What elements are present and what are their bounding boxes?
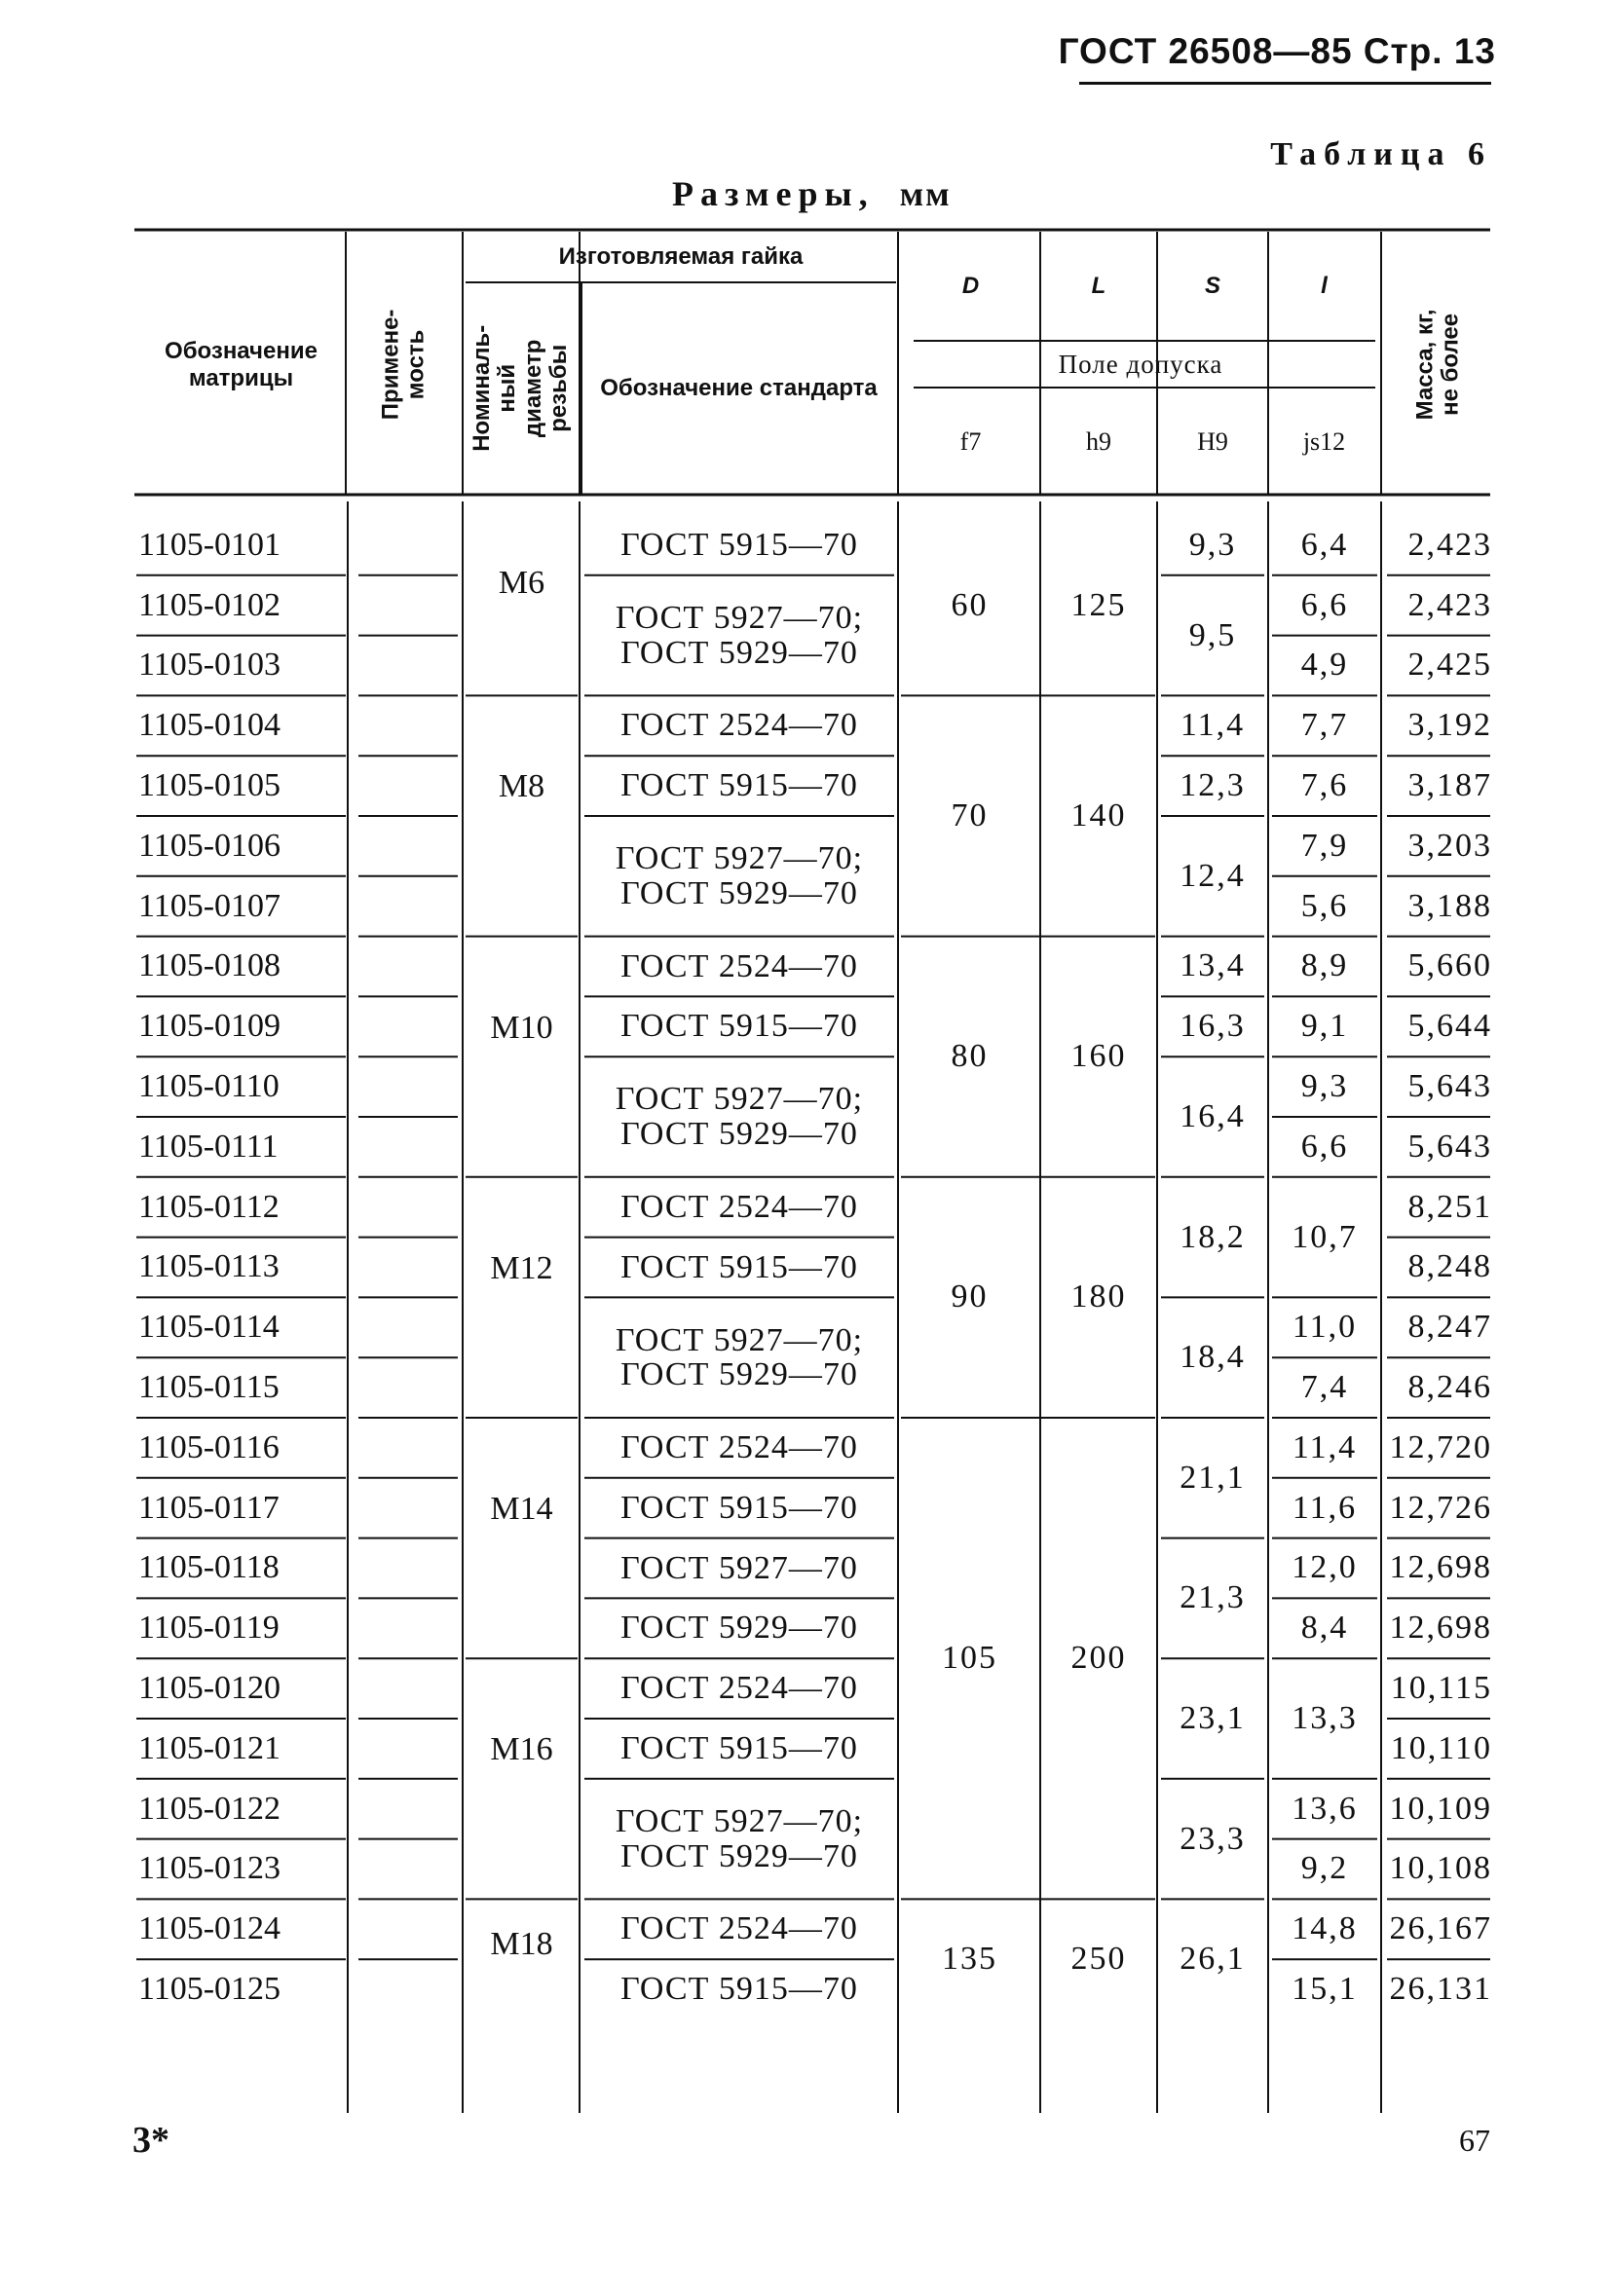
header-tol-S: H9 [1197, 426, 1228, 456]
standard-designation [584, 1719, 894, 1779]
dimension-L: 180 [1070, 1278, 1127, 1315]
standard-line: ГОСТ 5927—70; [615, 599, 864, 636]
dimension-D: 135 [942, 1941, 997, 1978]
dimension-l: 9,1 [1300, 1008, 1349, 1045]
standard-line: ГОСТ 5915—70 [620, 1248, 858, 1285]
standard-line: ГОСТ 5927—70; [615, 1321, 864, 1358]
mass-value: 3,203 [1407, 827, 1492, 864]
mass-value: 8,248 [1407, 1248, 1492, 1285]
mass-value: 12,720 [1389, 1428, 1492, 1465]
mass-value: 12,698 [1389, 1549, 1492, 1586]
footer-page-number: 67 [1459, 2123, 1490, 2158]
header-nominal-diameter [466, 282, 578, 494]
header-designation-matrix: Обозначение матрицы [165, 337, 318, 391]
standard-designation [584, 1538, 894, 1599]
matrix-designation: 1105-0124 [138, 1910, 281, 1947]
dimension-S: 12,3 [1180, 767, 1246, 804]
thread-diameter: М18 [490, 1926, 553, 1963]
standard-designation [584, 937, 894, 997]
header-L: L [1091, 273, 1106, 300]
dimension-l: 14,8 [1292, 1910, 1358, 1947]
standard-line: ГОСТ 2524—70 [620, 1429, 858, 1466]
standard-line: ГОСТ 5915—70 [620, 1008, 858, 1045]
matrix-designation: 1105-0121 [138, 1729, 281, 1766]
matrix-designation: 1105-0109 [138, 1008, 281, 1045]
dimension-D: 80 [951, 1038, 989, 1075]
dimension-L: 140 [1070, 796, 1127, 833]
matrix-designation: 1105-0116 [138, 1428, 280, 1465]
dimension-l: 7,6 [1300, 767, 1349, 804]
dimension-S: 26,1 [1180, 1941, 1246, 1978]
thread-diameter: М16 [490, 1731, 553, 1768]
header-manufactured-nut: Изготовляемая гайка [558, 243, 804, 271]
mass-value: 8,247 [1407, 1309, 1492, 1346]
dimension-l: 9,2 [1300, 1850, 1349, 1887]
standard-line: ГОСТ 5915—70 [620, 1971, 858, 2008]
mass-value: 26,167 [1389, 1910, 1492, 1947]
header-S: S [1204, 273, 1220, 300]
standard-line: ГОСТ 5915—70 [620, 527, 858, 564]
mass-value: 5,643 [1407, 1128, 1492, 1165]
dimension-l: 4,9 [1300, 647, 1349, 684]
header-applicability-text: Примене- мость [377, 309, 430, 421]
mass-value: 2,423 [1407, 526, 1492, 563]
standard-designation [584, 695, 894, 756]
standard-line: ГОСТ 2524—70 [620, 947, 858, 984]
mass-value: 2,423 [1407, 586, 1492, 623]
dimension-l: 6,6 [1300, 1128, 1349, 1165]
standard-designation [584, 1779, 894, 1900]
matrix-designation: 1105-0114 [138, 1309, 280, 1346]
dimension-S: 21,1 [1180, 1459, 1246, 1496]
mass-value: 10,109 [1389, 1790, 1492, 1827]
mass-value: 5,643 [1407, 1068, 1492, 1105]
dimension-l: 7,7 [1300, 707, 1349, 744]
mass-value: 10,115 [1390, 1670, 1492, 1707]
header-nominal-diameter-text: Номиналь- ный диаметр резьбы [468, 324, 573, 452]
standard-line: ГОСТ 5927—70; [615, 1802, 864, 1839]
thread-diameter: М10 [490, 1009, 553, 1046]
header-tolerance-field: Поле допуска [1058, 350, 1223, 380]
dimension-l: 11,4 [1292, 1428, 1358, 1465]
table-caption [672, 173, 952, 214]
dimension-S: 13,4 [1180, 947, 1246, 984]
matrix-designation: 1105-0119 [138, 1610, 280, 1647]
standard-designation [584, 996, 894, 1056]
dimension-L: 200 [1070, 1640, 1127, 1677]
dimension-S: 12,4 [1180, 857, 1246, 894]
standard-designation [584, 1598, 894, 1658]
standard-designation [584, 1177, 894, 1238]
matrix-designation: 1105-0118 [138, 1549, 280, 1586]
standard-designation [584, 756, 894, 816]
dimension-S: 23,3 [1180, 1820, 1246, 1857]
dimension-l: 8,4 [1300, 1610, 1349, 1647]
footer-sheet-mark: 3* [132, 2120, 169, 2161]
matrix-designation: 1105-0102 [138, 586, 281, 623]
header-mass [1383, 236, 1494, 494]
standard-designation [584, 1959, 894, 2019]
dimension-S: 16,3 [1180, 1008, 1246, 1045]
standard-line: ГОСТ 5929—70 [620, 1356, 858, 1393]
header-rule [1079, 82, 1491, 85]
dimension-S: 9,3 [1188, 526, 1237, 563]
caption-unit: мм [899, 174, 952, 213]
dimension-l: 13,6 [1292, 1790, 1358, 1827]
mass-value: 26,131 [1389, 1971, 1492, 2008]
mass-value: 10,110 [1390, 1729, 1492, 1766]
standard-line: ГОСТ 2524—70 [620, 1670, 858, 1707]
standard-designation [584, 1297, 894, 1418]
standard-line: ГОСТ 5927—70; [615, 840, 864, 877]
standard-designation [584, 1899, 894, 1959]
thread-diameter: М14 [490, 1490, 553, 1527]
matrix-designation: 1105-0125 [138, 1971, 281, 2008]
dimension-D: 70 [951, 796, 989, 833]
matrix-designation: 1105-0101 [138, 526, 281, 563]
dimension-l: 11,6 [1292, 1489, 1358, 1526]
standard-designation [584, 1478, 894, 1538]
standard-designation [584, 575, 894, 696]
table-label: Таблица 6 [1270, 136, 1492, 172]
dimension-S: 18,2 [1180, 1218, 1246, 1255]
standard-line: ГОСТ 5929—70 [620, 1837, 858, 1874]
thread-diameter: М12 [490, 1249, 553, 1286]
mass-value: 8,251 [1407, 1188, 1492, 1225]
standard-line: ГОСТ 5915—70 [620, 1489, 858, 1526]
dimension-L: 250 [1070, 1941, 1127, 1978]
mass-value: 10,108 [1389, 1850, 1492, 1887]
standard-line: ГОСТ 5915—70 [620, 1730, 858, 1767]
header-applicability [346, 236, 463, 494]
running-head: ГОСТ 26508—85 Стр. 13 [1058, 31, 1496, 71]
caption-text: Размеры, [672, 174, 875, 213]
dimension-l: 7,4 [1300, 1369, 1349, 1406]
dimension-l: 11,0 [1292, 1309, 1358, 1346]
mass-value: 5,644 [1407, 1008, 1492, 1045]
header-tol-D: f7 [959, 426, 982, 456]
standard-line: ГОСТ 5929—70 [620, 1610, 858, 1647]
thread-diameter: М8 [498, 768, 545, 805]
mass-value: 2,425 [1407, 647, 1492, 684]
standard-line: ГОСТ 5929—70 [620, 634, 858, 671]
matrix-designation: 1105-0105 [138, 767, 281, 804]
dimension-l: 15,1 [1292, 1971, 1358, 2008]
dimension-S: 9,5 [1188, 616, 1237, 653]
header-standard-designation: Обозначение стандарта [600, 374, 878, 401]
dimension-S: 16,4 [1180, 1097, 1246, 1134]
mass-value: 3,188 [1407, 887, 1492, 924]
matrix-designation: 1105-0115 [138, 1369, 280, 1406]
header-D: D [961, 273, 980, 300]
standard-designation [584, 1056, 894, 1177]
matrix-designation: 1105-0111 [138, 1128, 279, 1165]
standard-line: ГОСТ 5927—70; [615, 1081, 864, 1118]
matrix-designation: 1105-0106 [138, 827, 281, 864]
matrix-designation: 1105-0107 [138, 887, 281, 924]
matrix-designation: 1105-0108 [138, 947, 281, 984]
standard-designation [584, 1658, 894, 1719]
matrix-designation: 1105-0103 [138, 647, 281, 684]
dimension-l: 13,3 [1292, 1699, 1358, 1736]
header-tol-L: h9 [1086, 426, 1111, 456]
matrix-designation: 1105-0112 [138, 1188, 280, 1225]
dimension-l: 5,6 [1300, 887, 1349, 924]
mass-value: 8,246 [1407, 1369, 1492, 1406]
matrix-designation: 1105-0117 [138, 1489, 280, 1526]
standard-line: ГОСТ 5929—70 [620, 874, 858, 911]
mass-value: 3,187 [1407, 767, 1492, 804]
dimension-S: 18,4 [1180, 1339, 1246, 1376]
standard-designation [584, 1418, 894, 1478]
header-l: l [1321, 273, 1328, 300]
dimension-l: 6,6 [1300, 586, 1349, 623]
header-mass-text: Масса, кг, не более [1411, 309, 1464, 421]
standard-line: ГОСТ 5927—70 [620, 1549, 858, 1586]
matrix-designation: 1105-0104 [138, 707, 281, 744]
dimension-l: 10,7 [1292, 1218, 1358, 1255]
standard-line: ГОСТ 2524—70 [620, 1910, 858, 1947]
dimension-l: 6,4 [1300, 526, 1349, 563]
mass-value: 5,660 [1407, 947, 1492, 984]
matrix-designation: 1105-0122 [138, 1790, 281, 1827]
dimension-D: 90 [951, 1278, 989, 1315]
mass-value: 3,192 [1407, 707, 1492, 744]
thread-diameter: М6 [498, 565, 545, 602]
standard-designation [584, 816, 894, 937]
dimension-D: 60 [951, 586, 989, 623]
matrix-designation: 1105-0120 [138, 1670, 281, 1707]
dimension-L: 160 [1070, 1038, 1127, 1075]
standard-line: ГОСТ 2524—70 [620, 1188, 858, 1225]
standard-line: ГОСТ 5915—70 [620, 767, 858, 804]
standard-line: ГОСТ 5929—70 [620, 1115, 858, 1152]
header-tol-l: js12 [1302, 426, 1346, 456]
mass-value: 12,726 [1389, 1489, 1492, 1526]
standard-designation [584, 515, 894, 575]
dimension-D: 105 [942, 1640, 997, 1677]
dimension-l: 8,9 [1300, 947, 1349, 984]
dimension-l: 9,3 [1300, 1068, 1349, 1105]
standard-line: ГОСТ 2524—70 [620, 707, 858, 744]
dimension-S: 21,3 [1180, 1579, 1246, 1616]
dimension-S: 23,1 [1180, 1699, 1246, 1736]
mass-value: 12,698 [1389, 1610, 1492, 1647]
matrix-designation: 1105-0123 [138, 1850, 281, 1887]
matrix-designation: 1105-0113 [138, 1248, 280, 1285]
dimension-L: 125 [1070, 586, 1127, 623]
matrix-designation: 1105-0110 [138, 1068, 280, 1105]
dimension-S: 11,4 [1180, 707, 1246, 744]
standard-designation [584, 1238, 894, 1298]
dimension-l: 12,0 [1292, 1549, 1358, 1586]
dimension-l: 7,9 [1300, 827, 1349, 864]
